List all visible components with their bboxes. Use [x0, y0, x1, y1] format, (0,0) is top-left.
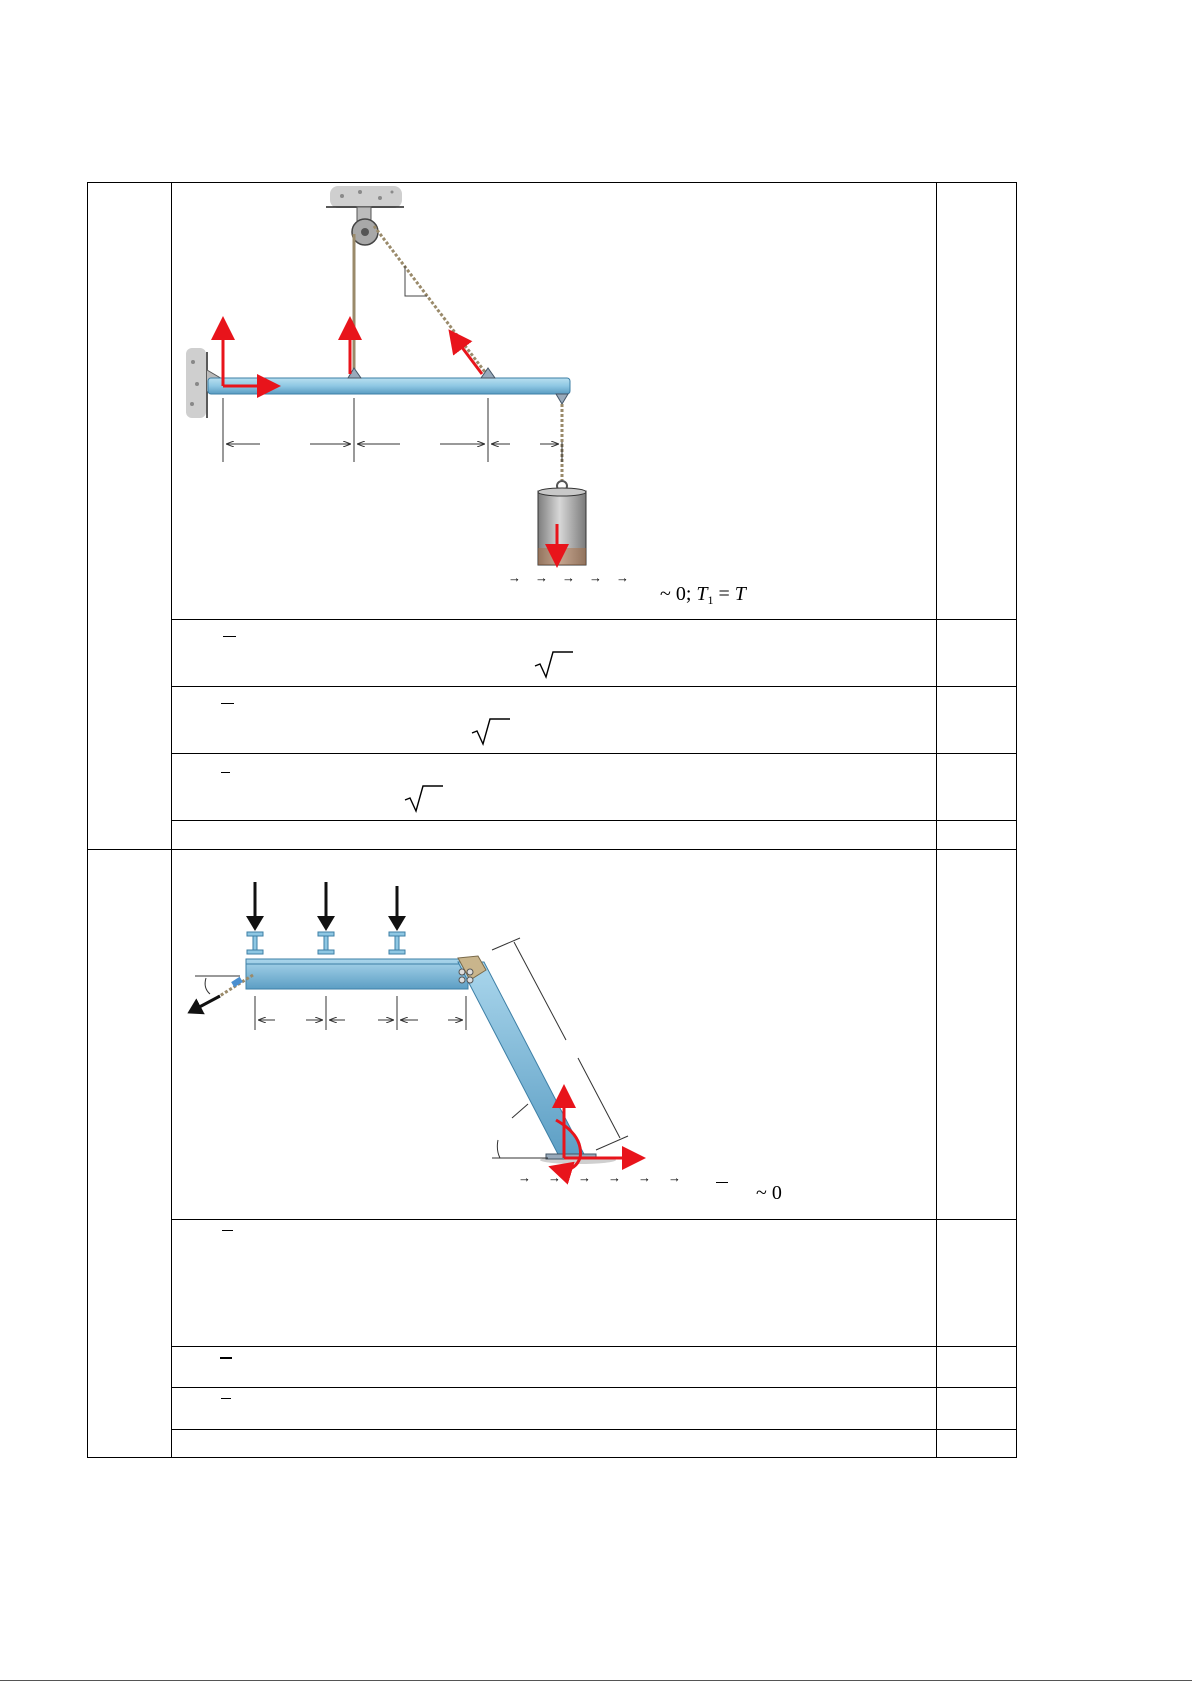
overbar-mark	[222, 1230, 233, 1231]
cable-force-arrow	[190, 996, 220, 1012]
equals-sign: =	[718, 583, 730, 605]
tension-symbol-right: T	[734, 583, 746, 605]
overbar-mark	[220, 1357, 232, 1359]
overbar-mark	[716, 1182, 728, 1183]
tension-symbol: T	[696, 583, 708, 605]
problem2-equilibrium-equation: ~ 0	[756, 1182, 782, 1204]
equilibrium-arrows: →→→→→→	[518, 1170, 698, 1185]
turnbuckle	[231, 977, 243, 987]
tension-subscript: 1	[707, 593, 714, 607]
overbar-mark	[221, 1398, 231, 1399]
applied-loads	[255, 882, 397, 928]
floor-beams	[247, 932, 405, 954]
page-bottom-rule	[0, 1680, 1192, 1681]
equation-text: ~ 0;	[660, 583, 692, 605]
equilibrium-arrows: →→→→→	[508, 570, 643, 585]
